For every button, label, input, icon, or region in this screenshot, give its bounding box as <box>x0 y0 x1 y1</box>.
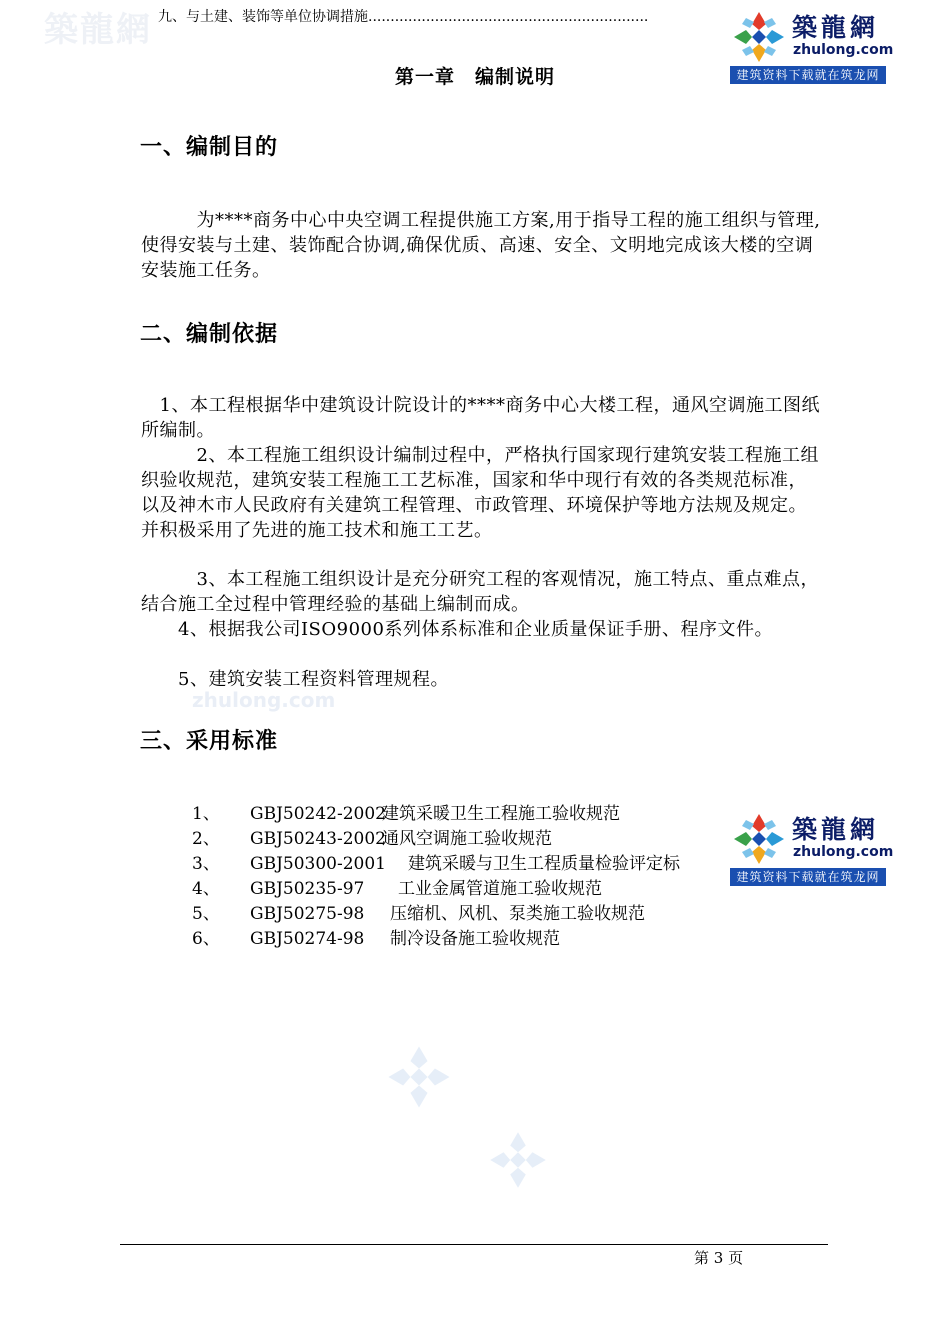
chapter-title: 第一章 编制说明 <box>394 66 555 88</box>
logo-domain: zhulong.com <box>793 844 894 860</box>
standard-index: 6、 <box>192 929 220 949</box>
toc-line: 九、与土建、装饰等单位协调措施............................................................... <box>158 9 649 25</box>
logo-name: 築龍網 <box>792 13 880 42</box>
standard-code: GBJ50243-2002 <box>250 829 386 849</box>
purpose-paragraph: 为****商务中心中央空调工程提供施工方案,用于指导工程的施工组织与管理,使得安装与土建、装饰配合协调,确保优质、高速、安全、文明地完成该大楼的空调安装施工任务。 <box>141 210 821 281</box>
standard-index: 4、 <box>192 879 220 899</box>
standard-name: 工业金属管道施工验收规范 <box>398 879 602 899</box>
basis-item-1: 1、本工程根据华中建筑设计院设计的****商务中心大楼工程，通风空调施工图纸所编制。 <box>141 395 820 441</box>
standard-code: GBJ50300-2001 <box>250 854 386 874</box>
logo-name: 築龍網 <box>792 815 880 844</box>
section-heading-purpose: 一、编制目的 <box>140 135 279 160</box>
footer-rule <box>120 1244 828 1245</box>
standard-name: 压缩机、风机、泵类施工验收规范 <box>390 904 645 924</box>
logo-tagline: 建筑资料下载就在筑龙网 <box>730 66 886 84</box>
middle-watermark: zhulong.com <box>192 688 336 712</box>
top-watermark: 築龍網 <box>44 10 152 50</box>
basis-item-4: 4、根据我公司ISO9000系列体系标准和企业质量保证手册、程序文件。 <box>141 619 773 640</box>
page-number: 第 3 页 <box>694 1249 744 1267</box>
standard-code: GBJ50275-98 <box>250 904 365 924</box>
standard-name: 制冷设备施工验收规范 <box>390 929 560 949</box>
standard-index: 3、 <box>192 854 220 874</box>
standard-code: GBJ50235-97 <box>250 879 365 899</box>
basis-item-2: 2、本工程施工组织设计编制过程中，严格执行国家现行建筑安装工程施工组织验收规范，建筑安装工程施工工艺标准，国家和华中现行有效的各类规范标准，以及神木市人民政府有关建筑工程管理、市政管理、环境保护等地方法规及规定。并积极采用了先进的施工技术和施工工艺。 <box>141 445 819 541</box>
section-heading-standards: 三、采用标准 <box>140 729 279 754</box>
standard-name: 建筑采暖卫生工程施工验收规范 <box>382 804 620 824</box>
standard-index: 5、 <box>192 904 220 924</box>
logo-tagline: 建筑资料下载就在筑龙网 <box>730 868 886 886</box>
logo-emblem-icon <box>732 10 786 64</box>
zhulong-logo-middle <box>730 806 894 888</box>
logo-domain: zhulong.com <box>793 42 894 58</box>
standard-code: GBJ50242-2002 <box>250 804 386 824</box>
watermark-emblem-icon <box>488 1130 548 1190</box>
basis-item-5: 5、建筑安装工程资料管理规程。 <box>141 669 449 690</box>
standard-name: 通风空调施工验收规范 <box>382 829 552 849</box>
logo-emblem-icon <box>732 812 786 866</box>
basis-item-3: 3、本工程施工组织设计是充分研究工程的客观情况，施工特点、重点难点，结合施工全过程中管理经验的基础上编制而成。 <box>141 569 819 615</box>
section-heading-basis: 二、编制依据 <box>140 322 279 347</box>
standard-name: 建筑采暖与卫生工程质量检验评定标 <box>408 854 680 874</box>
standard-index: 2、 <box>192 829 220 849</box>
watermark-emblem-icon <box>386 1044 452 1110</box>
standard-index: 1、 <box>192 804 220 824</box>
standard-code: GBJ50274-98 <box>250 929 365 949</box>
